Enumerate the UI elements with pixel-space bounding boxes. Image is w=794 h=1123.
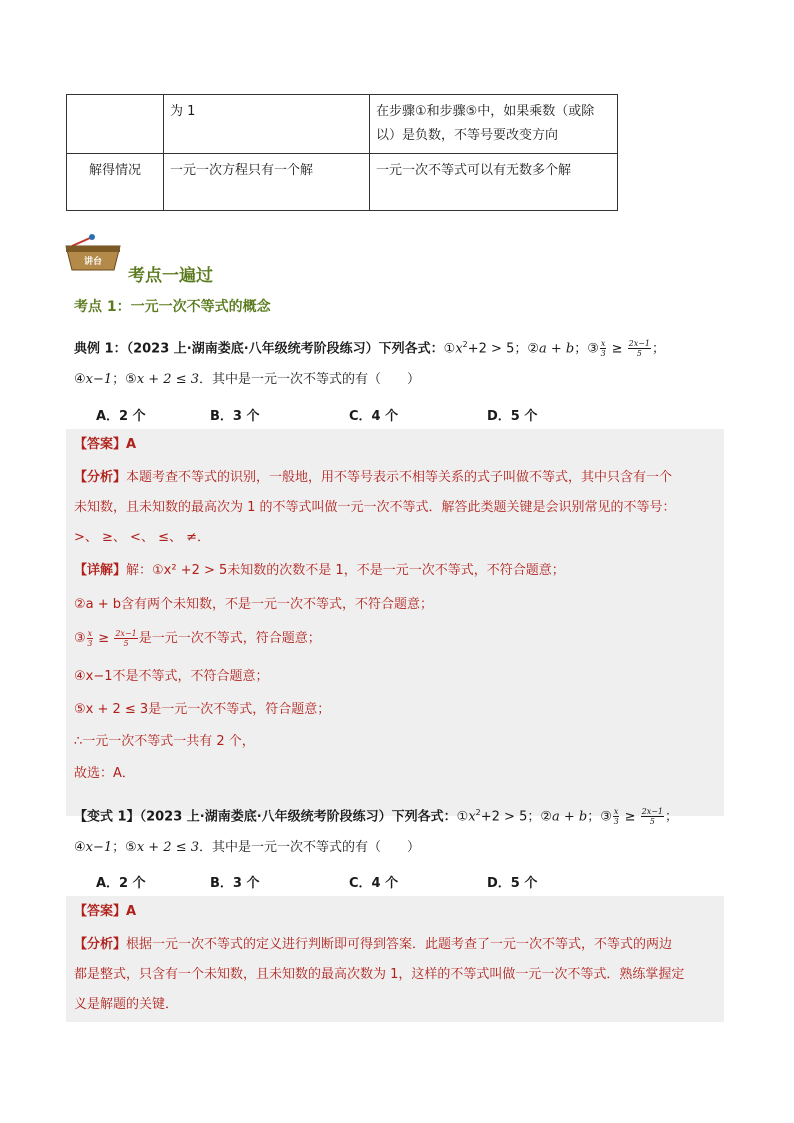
table-cell: 解得情况 — [67, 154, 164, 211]
option-c: C．4 个 — [349, 876, 399, 891]
option-b: B．3 个 — [210, 876, 260, 891]
option-d: D．5 个 — [487, 876, 538, 891]
variant-question-line1: 【变式 1】（2023 上·湖南娄底·八年级统考阶段练习）下列各式：$①x^2+2 > 5$；②a + b；③ $\frac{x}{3}$ ≥ $\frac{2x-1}{5}$ ； — [74, 807, 679, 827]
answer-block: 【答案】A 【分析】本题考查不等式的识别，一般地，用不等号表示不相等关系的式子叫做不等式，其中只含有一个 未知数，且未知数的最高次为 1 的不等式叫做一元一次不等式．解答此类题关键是会识别常见的不等号： >、 ≥、 <、 ≤、 ≠． 【详解】解：①x² +2 > 5未知数的次数不是 1，不是一元一次不等式，不符合题意； ②a + b含有两个未知数，不是一元一次不等式，不符合题意； ③ $\frac{x}{3}$ ≥ $\frac{2x-1}{5}$ 是一元一次不等式，符合题意； ④x−1不是不等式，不符合题意； ⑤x + 2 ≤ 3是一元一次不等式，符合题意； ∴一元一次不等式一共有 2 个， 故选：A． — [66, 429, 724, 816]
table-row — [67, 154, 618, 211]
option-d: D．5 个 — [487, 409, 538, 424]
table-cell: 一元一次不等式可以有无数多个解 — [370, 154, 618, 211]
answer-block: 【答案】A 【分析】根据一元一次不等式的定义进行判断即可得到答案．此题考查了一元一次不等式，不等式的两边 都是整式，只含有一个未知数，且未知数的最高次数为 1，这样的不等式叫做一元一次不等式．熟练掌握定 义是解题的关键． — [66, 896, 724, 1022]
section-title: 考点一遍过 — [128, 266, 213, 286]
table-cell — [67, 95, 164, 154]
option-b: B．3 个 — [210, 409, 260, 424]
podium-icon — [62, 232, 124, 272]
option-a: A．2 个 — [96, 876, 146, 891]
example-label: 典例 1： — [74, 341, 127, 357]
table-cell: 为 1 — [164, 95, 370, 154]
option-a: A．2 个 — [96, 409, 146, 424]
example-source: （2023 上·湖南娄底·八年级统考阶段练习）下列各式： — [126, 341, 444, 357]
option-c: C．4 个 — [349, 409, 399, 424]
table-cell: 一元一次方程只有一个解 — [164, 154, 370, 211]
keypoint-title: 考点 1：一元一次不等式的概念 — [74, 299, 271, 315]
podium-label: 讲台 — [83, 257, 103, 267]
example-question-line1: 典例 1：（2023 上·湖南娄底·八年级统考阶段练习）下列各式：$①x^2+2 > 5$；②a + b；③ $\frac{x}{3}$ ≥ $\frac{2x-1}{5}$ ； — [74, 339, 666, 359]
variant-source: （2023 上·湖南娄底·八年级统考阶段练习）下列各式： — [139, 809, 457, 825]
variant-label: 【变式 1】 — [74, 809, 140, 825]
table-cell: 在步骤①和步骤⑤中，如果乘数（或除以）是负数，不等号要改变方向 — [370, 95, 618, 154]
example-question-line2: ④x−1；⑤x + 2 ≤ 3．其中是一元一次不等式的有（ ） — [74, 372, 421, 387]
comparison-table — [66, 94, 618, 211]
table-row — [67, 95, 618, 154]
variant-question-line2: ④x−1；⑤x + 2 ≤ 3．其中是一元一次不等式的有（ ） — [74, 840, 421, 855]
